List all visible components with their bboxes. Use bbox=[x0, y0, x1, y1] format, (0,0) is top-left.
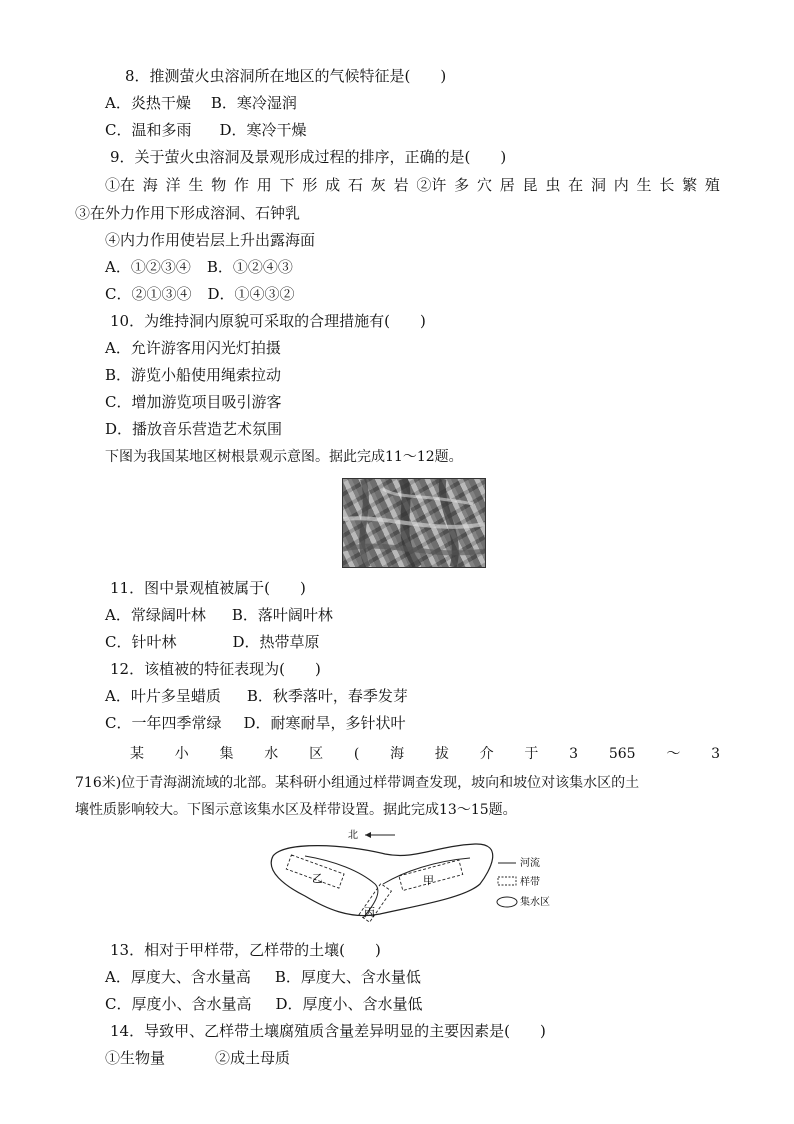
q8-option-b: B．寒冷湿润 bbox=[210, 94, 297, 112]
intro-13-15-char: 介 bbox=[479, 746, 494, 762]
q8-stem: 8．推测萤火虫溶洞所在地区的气候特征是( ) bbox=[125, 67, 447, 85]
q9-statement-char: 下 bbox=[279, 176, 295, 194]
q12-options-row2 bbox=[105, 713, 406, 733]
q9-statement-char: 作 bbox=[233, 176, 249, 194]
q13-stem: 13．相对于甲样带，乙样带的土壤( ) bbox=[110, 941, 381, 959]
q14-stem: 14．导致甲、乙样带土壤腐殖质含量差异明显的主要因素是( ) bbox=[110, 1022, 546, 1040]
intro-13-15-char: 小 bbox=[174, 746, 189, 762]
q9-statement-char: 在 bbox=[568, 176, 584, 194]
legend-strip-label: 样带 bbox=[520, 877, 540, 888]
intro-13-15-line1 bbox=[130, 744, 720, 764]
q8-options-row1 bbox=[105, 93, 297, 113]
intro-13-15-line3: 壤性质影响较大。下图示意该集水区及样带设置。据此完成13～15题。 bbox=[75, 802, 517, 818]
q9-stem: 9．关于萤火虫溶洞及景观形成过程的排序，正确的是( ) bbox=[110, 148, 507, 166]
intro-13-15-char: 3 bbox=[711, 746, 720, 762]
q13-options-row2 bbox=[105, 994, 423, 1014]
intro-13-15-char: 海 bbox=[390, 746, 405, 762]
intro-13-15-line2: 716米)位于青海湖流域的北部。某科研小组通过样带调查发现，坡向和坡位对该集水区的土 bbox=[75, 775, 640, 791]
q9-statement-char: 内 bbox=[613, 176, 629, 194]
q9-statement-char: ①在 bbox=[105, 176, 136, 194]
q13-options-row1 bbox=[105, 967, 421, 987]
intro-13-15-char: ～ bbox=[666, 746, 681, 762]
q9-statement-4: ④内力作用使岩层上升出露海面 bbox=[105, 231, 316, 249]
q8-option-a: A．炎热干燥 bbox=[105, 94, 191, 112]
q9-statement-char: 居 bbox=[499, 176, 515, 194]
q9-statement-char: 长 bbox=[659, 176, 675, 194]
q14-option-2: ②成土母质 bbox=[215, 1049, 291, 1067]
q9-option-c: C．②①③④ bbox=[105, 285, 192, 303]
intro-13-15-char: 于 bbox=[524, 746, 539, 762]
intro-13-15-char: 集 bbox=[219, 746, 234, 762]
q12-option-c: C．一年四季常绿 bbox=[105, 714, 222, 732]
q9-statement-char: 洋 bbox=[165, 176, 181, 194]
q9-options-row2 bbox=[105, 284, 295, 304]
q9-options-row1 bbox=[105, 257, 293, 277]
q9-statement-char: 昆 bbox=[522, 176, 538, 194]
q9-statement-char: 形 bbox=[302, 176, 318, 194]
q11-option-b: B．落叶阔叶林 bbox=[231, 606, 333, 624]
q12-option-a: A．叶片多呈蜡质 bbox=[105, 687, 221, 705]
legend-basin-symbol bbox=[497, 897, 517, 907]
intro-13-15-char: 拔 bbox=[434, 746, 449, 762]
legend-strip-symbol bbox=[498, 877, 516, 885]
q9-statement-char: 生 bbox=[188, 176, 204, 194]
intro-13-15-char: 565 bbox=[608, 746, 636, 762]
q13-option-a: A．厚度大、含水量高 bbox=[105, 968, 251, 986]
intro-13-15-char: 区 bbox=[309, 746, 324, 762]
q14-option-1: ①生物量 bbox=[105, 1049, 166, 1067]
q11-option-a: A．常绿阔叶林 bbox=[105, 606, 206, 624]
strip-bing-label: 丙 bbox=[364, 907, 375, 919]
q9-statement-char: 成 bbox=[325, 176, 341, 194]
q13-option-b: B．厚度大、含水量低 bbox=[274, 968, 421, 986]
q13-option-c: C．厚度小、含水量高 bbox=[105, 995, 252, 1013]
q11-option-d: D．热带草原 bbox=[232, 633, 320, 651]
q9-statement-char: 洞 bbox=[590, 176, 606, 194]
q9-statement-char: 殖 bbox=[704, 176, 720, 194]
q14-options-row1 bbox=[105, 1048, 290, 1068]
q9-statement-char: 多 bbox=[454, 176, 470, 194]
q9-statement-char: 用 bbox=[256, 176, 272, 194]
tree-root-illustration bbox=[343, 479, 485, 567]
north-label: 北 bbox=[348, 830, 358, 841]
q11-option-c: C．针叶林 bbox=[105, 633, 177, 651]
q8-option-c: C．温和多雨 bbox=[105, 121, 192, 139]
intro-13-15-char: ( bbox=[353, 746, 360, 762]
strip-jia-label: 甲 bbox=[423, 875, 434, 887]
q8-options-row2 bbox=[105, 120, 307, 140]
q11-stem: 11．图中景观植被属于( ) bbox=[110, 579, 306, 597]
q9-statement-char: 虫 bbox=[545, 176, 561, 194]
q10-option-b: B．游览小船使用绳索拉动 bbox=[105, 366, 282, 384]
q9-statement-3: ③在外力作用下形成溶洞、石钟乳 bbox=[75, 204, 301, 222]
q9-option-a: A．①②③④ bbox=[105, 258, 191, 276]
q12-option-b: B．秋季落叶，春季发芽 bbox=[246, 687, 408, 705]
q9-statement-char: 繁 bbox=[682, 176, 698, 194]
q9-statement-char: ②许 bbox=[416, 176, 447, 194]
q9-statement-char: 灰 bbox=[370, 176, 386, 194]
q9-statement-char: 海 bbox=[142, 176, 158, 194]
catchment-diagram bbox=[265, 826, 565, 926]
intro-13-15-char: 3 bbox=[569, 746, 579, 762]
legend-basin-label: 集水区 bbox=[520, 897, 550, 908]
q11-options-row1 bbox=[105, 605, 333, 625]
q9-statement-char: 穴 bbox=[476, 176, 492, 194]
tree-root-photo bbox=[342, 478, 486, 568]
q10-option-c: C．增加游览项目吸引游客 bbox=[105, 393, 282, 411]
intro-11-12: 下图为我国某地区树根景观示意图。据此完成11～12题。 bbox=[105, 449, 463, 465]
q10-stem: 10．为维持洞内原貌可采取的合理措施有( ) bbox=[110, 312, 426, 330]
q9-statement-char: 石 bbox=[347, 176, 363, 194]
north-arrow-head bbox=[365, 832, 371, 838]
q12-stem: 12．该植被的特征表现为( ) bbox=[110, 660, 321, 678]
q9-statement-line bbox=[105, 175, 720, 195]
q12-options-row1 bbox=[105, 686, 408, 706]
q12-option-d: D．耐寒耐旱，多针状叶 bbox=[243, 714, 406, 732]
q9-option-b: B．①②④③ bbox=[206, 258, 293, 276]
intro-13-15-char: 水 bbox=[264, 746, 279, 762]
q8-option-d: D．寒冷干燥 bbox=[219, 121, 307, 139]
q9-statement-char: 岩 bbox=[393, 176, 409, 194]
q11-options-row2 bbox=[105, 632, 320, 652]
q13-option-d: D．厚度小、含水量低 bbox=[275, 995, 423, 1013]
intro-13-15-char: 某 bbox=[130, 746, 144, 762]
legend-river-label: 河流 bbox=[520, 858, 540, 869]
q9-statement-char: 生 bbox=[636, 176, 652, 194]
q9-option-d: D．①④③② bbox=[207, 285, 295, 303]
q9-statement-char: 物 bbox=[211, 176, 227, 194]
q10-option-a: A．允许游客用闪光灯拍摄 bbox=[105, 339, 281, 357]
q10-option-d: D．播放音乐营造艺术氛围 bbox=[105, 420, 283, 438]
strip-yi-label: 乙 bbox=[312, 873, 323, 885]
